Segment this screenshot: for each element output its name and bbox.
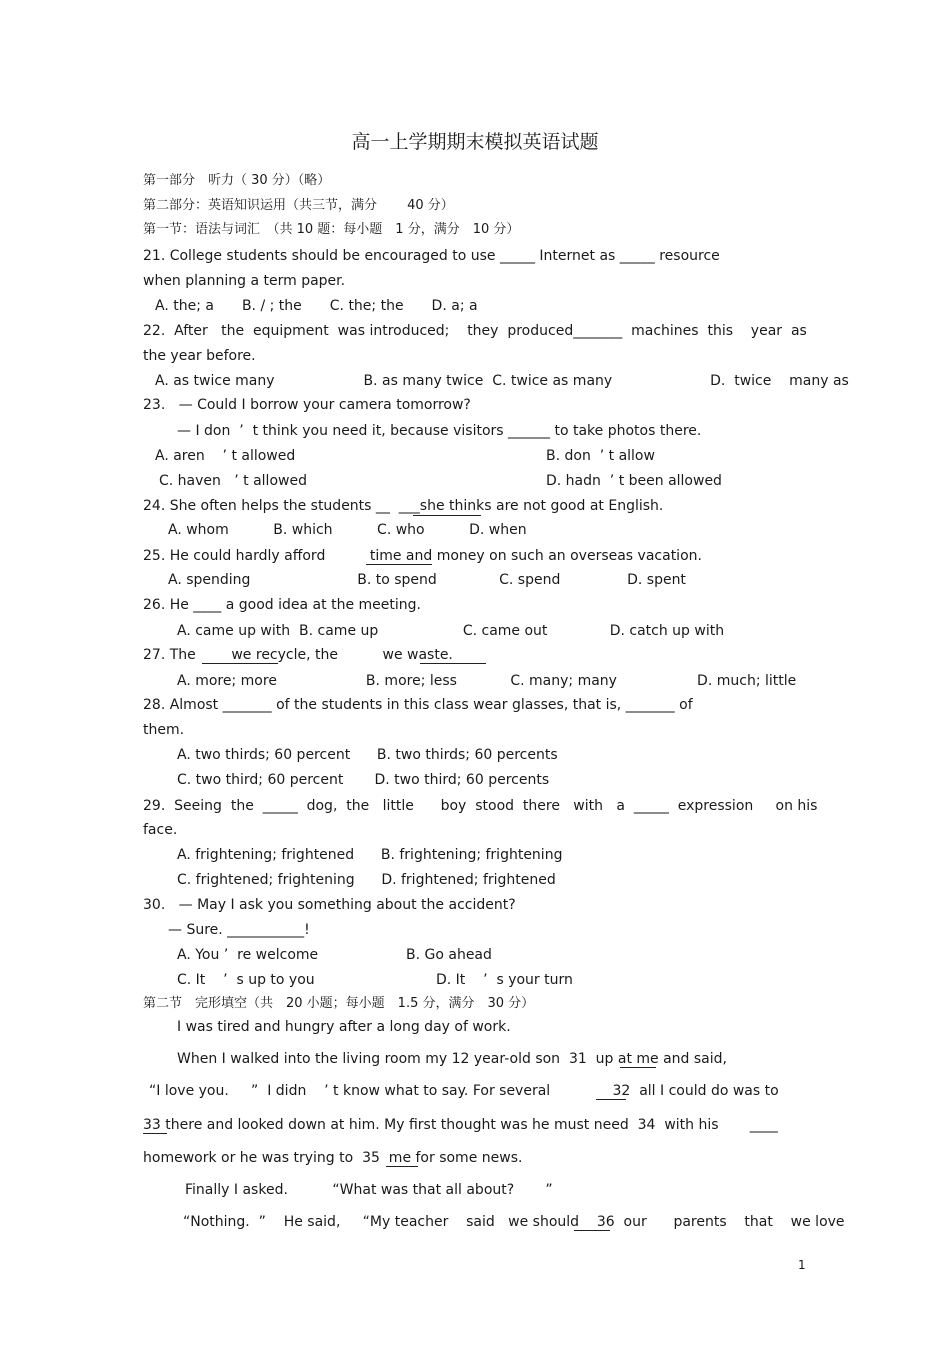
question-22-stem: 22. After the equipment was introduced; they produced_______ machines this year as <box>143 323 807 339</box>
underline <box>366 564 432 565</box>
question-30-option-b: B. Go ahead <box>406 947 492 963</box>
underline <box>620 1067 656 1068</box>
underline <box>413 515 481 516</box>
cloze-paragraph-5: homework or he was trying to 35 me for some news. <box>143 1150 523 1166</box>
question-21-stem-cont: when planning a term paper. <box>143 273 346 289</box>
question-30-reply: — Sure. ___________! <box>168 922 310 938</box>
page-title: 高一上学期期末模拟英语试题 <box>351 131 599 153</box>
question-25-stem: 25. He could hardly afford time and money on such an overseas vacation. <box>143 548 702 564</box>
section-part1: 第一部分 听力（ 30 分）（略） <box>143 173 331 188</box>
question-23-option-d: D. hadn ’ t been allowed <box>546 473 722 489</box>
question-27-options: A. more; more B. more; less C. many; many D. much; little <box>177 673 797 689</box>
question-23-reply: — I don ’ t think you need it, because visitors ______ to take photos there. <box>177 423 702 439</box>
underline <box>143 1133 167 1134</box>
question-27-stem: 27. The we recycle, the we waste. <box>143 647 453 663</box>
question-22-options: A. as twice many B. as many twice C. twice as many D. twice many as <box>155 373 849 389</box>
question-28-stem-cont: them. <box>143 722 185 738</box>
question-30-option-c: C. It ’ s up to you <box>177 972 315 988</box>
question-22-stem-cont: the year before. <box>143 348 256 364</box>
cloze-paragraph-4: 33 there and looked down at him. My first thought was he must need 34 with his ____ <box>143 1117 778 1133</box>
question-23-option-c: C. haven ’ t allowed <box>159 473 307 489</box>
question-21-options: A. the; a B. / ; the C. the; the D. a; a <box>155 298 478 314</box>
question-23-option-b: B. don ’ t allow <box>546 448 655 464</box>
underline <box>386 1166 418 1167</box>
question-28-stem: 28. Almost _______ of the students in this class wear glasses, that is, _______ of <box>143 697 693 713</box>
underline <box>202 663 278 664</box>
question-26-options: A. came up with B. came up C. came out D. catch up with <box>177 623 725 639</box>
underline <box>420 663 486 664</box>
cloze-paragraph-3: “I love you. ” I didn ’ t know what to say. For several 32 all I could do was to <box>149 1083 779 1099</box>
question-26-stem: 26. He ____ a good idea at the meeting. <box>143 597 421 613</box>
question-25-options: A. spending B. to spend C. spend D. spent <box>168 572 686 588</box>
cloze-paragraph-7: “Nothing. ” He said, “My teacher said we should 36 our parents that we love <box>183 1214 845 1230</box>
underline <box>596 1099 626 1100</box>
question-21-stem: 21. College students should be encouraged to use _____ Internet as _____ resource <box>143 248 720 264</box>
question-23-option-a: A. aren ’ t allowed <box>155 448 296 464</box>
question-24-options: A. whom B. which C. who D. when <box>168 522 527 538</box>
question-30-stem: 30. — May I ask you something about the accident? <box>143 897 516 913</box>
section-sec2: 第二节 完形填空（共 20 小题；每小题 1.5 分，满分 30 分） <box>143 996 535 1011</box>
question-28-options-ab: A. two thirds; 60 percent B. two thirds; 60 percents <box>177 747 558 763</box>
underline <box>574 1230 610 1231</box>
question-29-options-cd: C. frightened; frightening D. frightened; frightened <box>177 872 556 888</box>
question-24-stem: 24. She often helps the students __ ___she thinks are not good at English. <box>143 498 664 514</box>
cloze-paragraph-2: When I walked into the living room my 12 year-old son 31 up at me and said, <box>177 1051 727 1067</box>
section-part2: 第二部分：英语知识运用（共三节，满分 40 分） <box>143 198 454 213</box>
cloze-paragraph-6: Finally I asked. “What was that all about? ” <box>185 1182 553 1198</box>
question-29-options-ab: A. frightening; frightened B. frightening; frightening <box>177 847 563 863</box>
question-28-options-cd: C. two third; 60 percent D. two third; 60 percents <box>177 772 550 788</box>
section-sec1: 第一节：语法与词汇 （共 10 题：每小题 1 分，满分 10 分） <box>143 222 520 237</box>
question-29-stem-cont: face. <box>143 822 178 838</box>
cloze-paragraph-1: I was tired and hungry after a long day of work. <box>177 1019 511 1035</box>
page-number: 1 <box>798 1258 806 1272</box>
question-30-option-d: D. It ’ s your turn <box>436 972 573 988</box>
question-30-option-a: A. You ’ re welcome <box>177 947 319 963</box>
question-29-stem: 29. Seeing the _____ dog, the little boy stood there with a _____ expression on his <box>143 798 818 814</box>
question-23-stem: 23. — Could I borrow your camera tomorrow? <box>143 397 471 413</box>
